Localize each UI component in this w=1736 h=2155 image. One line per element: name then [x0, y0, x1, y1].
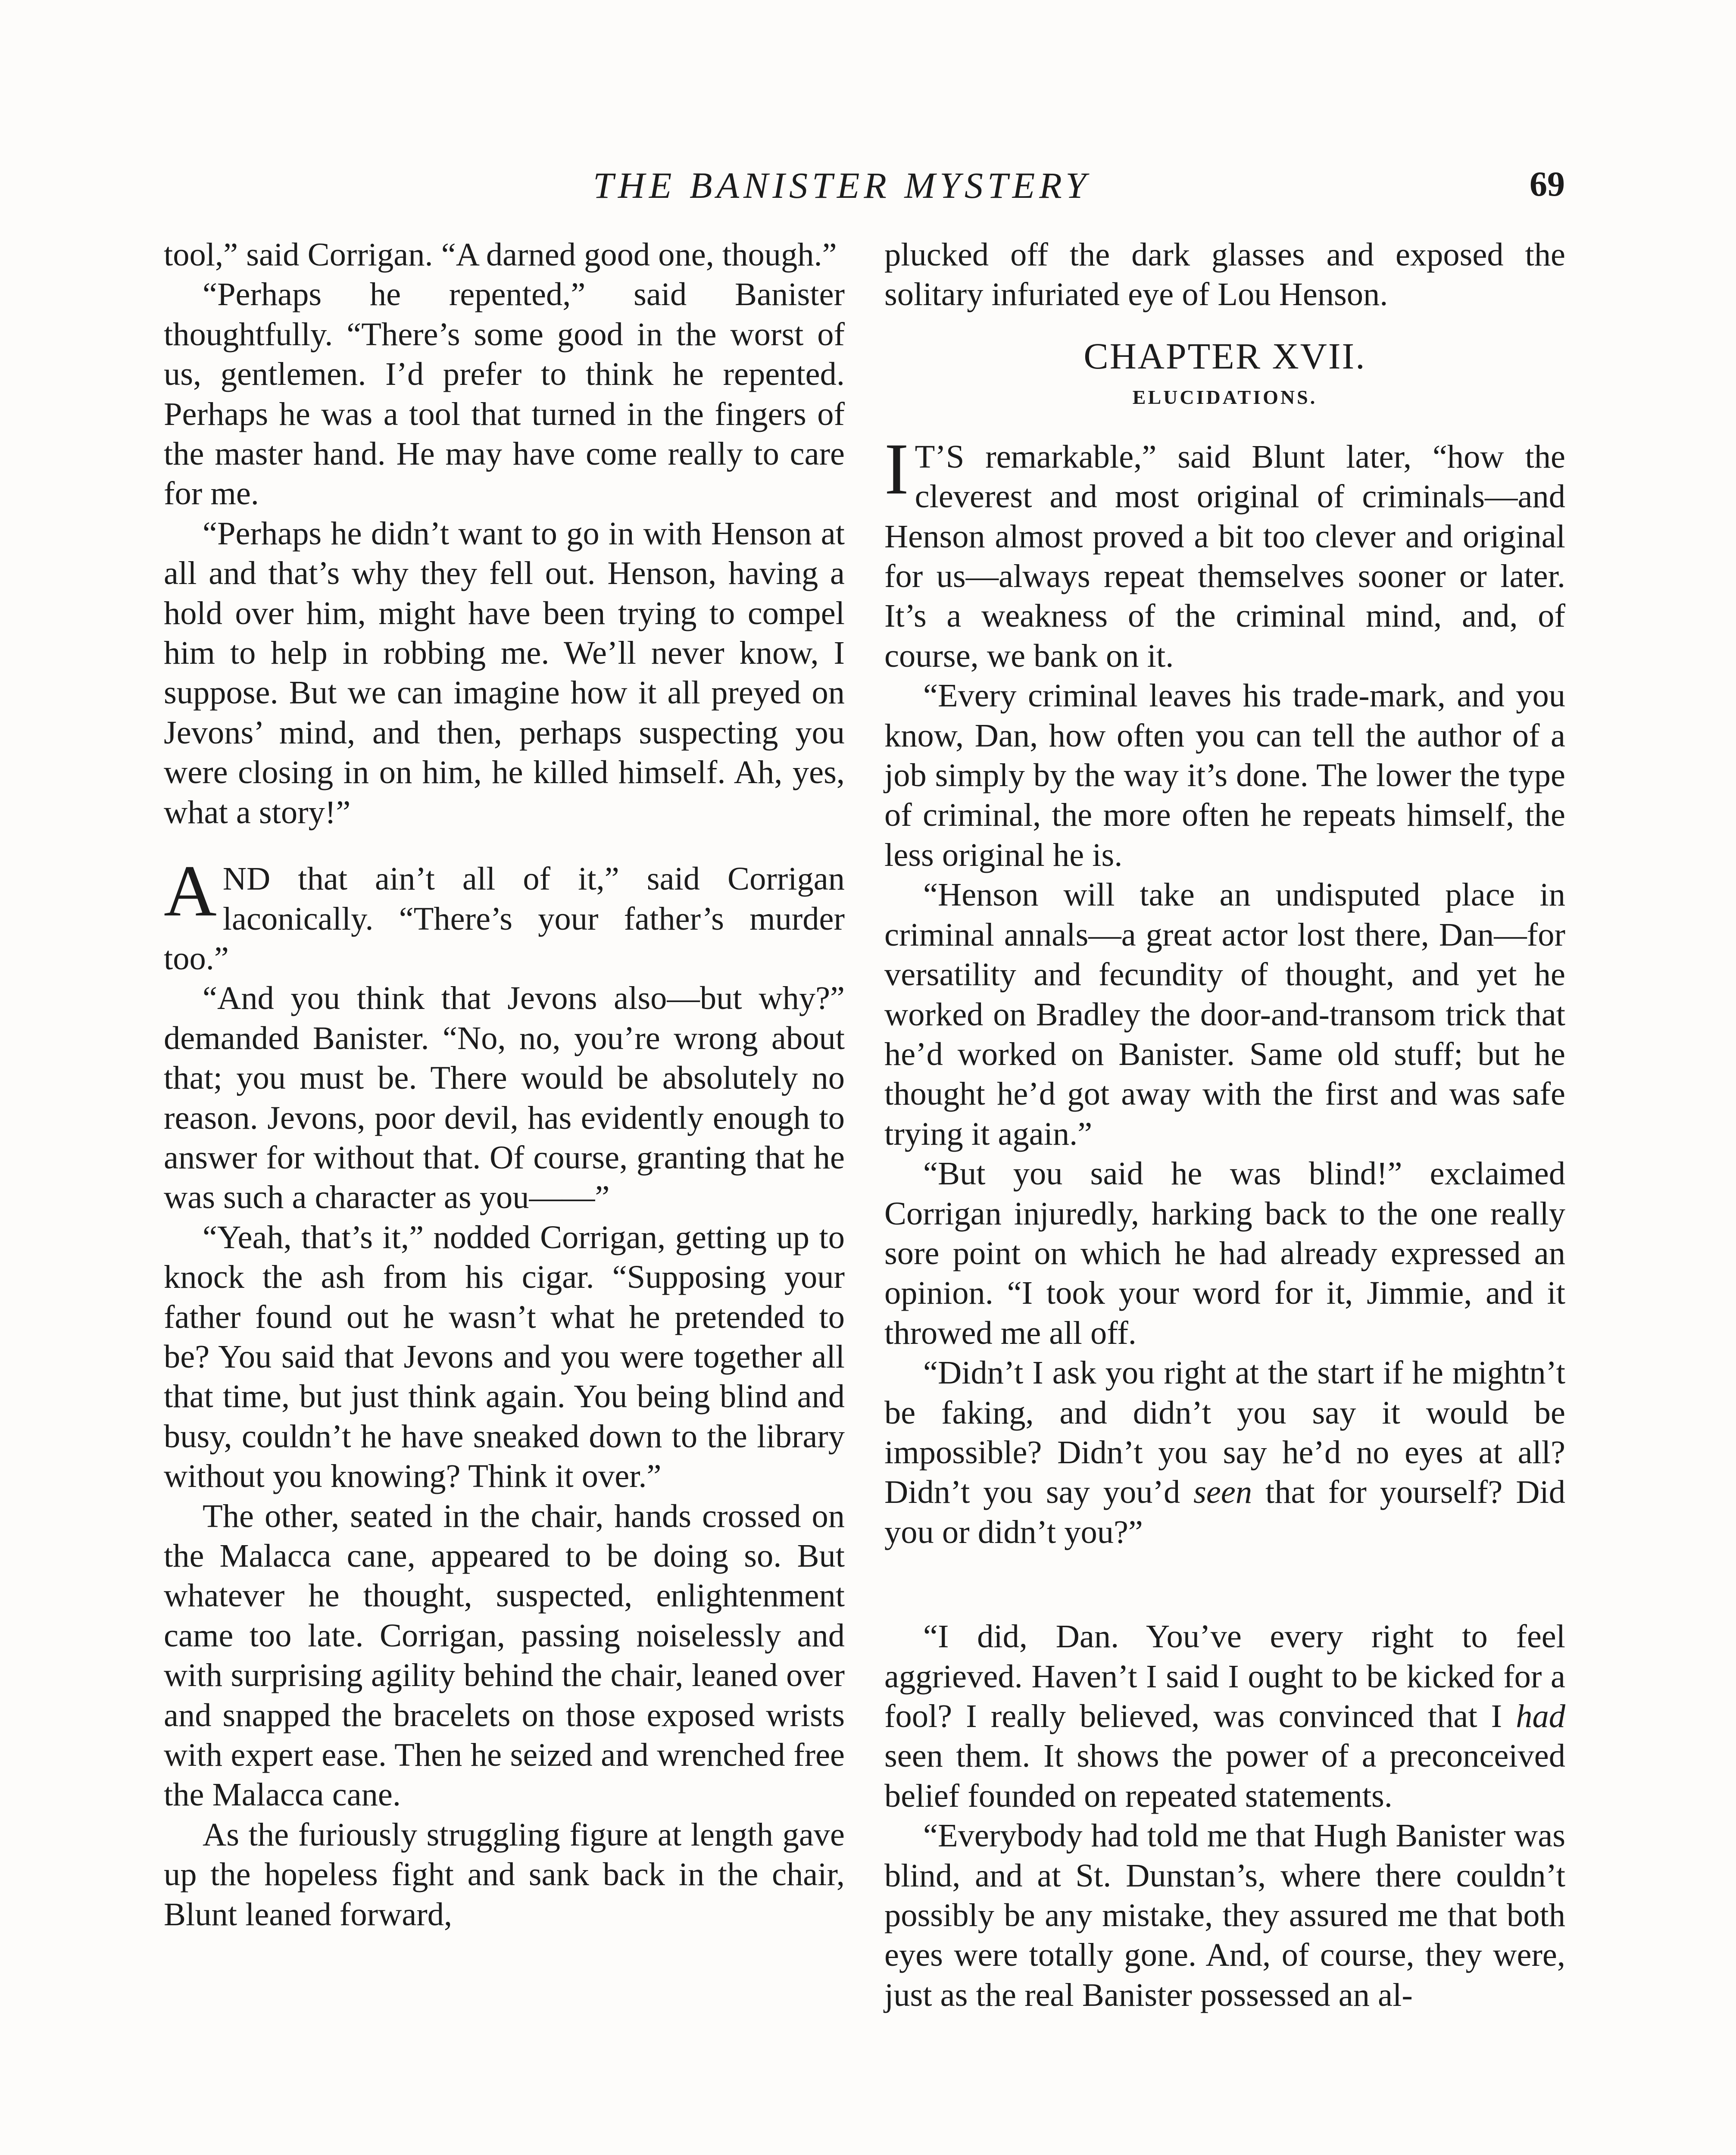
paragraph: The other, seated in the chair, hands crossed on the Malacca cane, appeared to be doing so. But whatever he thought, suspected, enlightenment came too late. Corrigan, passing noiselessly and with surprising agility behind the chair, leaned over and snapped the bracelets on those exposed wrists with expert ease. Then he seized and wrenched free the Malacca cane. [164, 1497, 845, 1813]
paragraph: plucked off the dark glasses and exposed the solitary infuriated eye of Lou Henson. [884, 236, 1565, 313]
paragraph: “And you think that Jevons also—but why?” demanded Banister. “No, no, you’re wrong about that; you must be. There would be absolutely no reason. Jevons, poor devil, has evidently enough to answer for without that. Of course, granting that he was such a character as you——” [164, 980, 845, 1216]
text-run: that for yourself? Did you or didn’t you?” [884, 1474, 1565, 1550]
dropcap-paragraph-text: ND that ain’t all of it,” said Corrigan laconically. “There’s your father’s murder too.” [164, 860, 845, 977]
section-break [884, 1552, 1565, 1617]
text-run: “Didn’t I ask you right at the start if he mightn’t be faking, and didn’t you say it would be impossible? Didn’t you say he’d no eyes at all? Didn’t you say you’d [884, 1354, 1565, 1511]
page-number: 69 [1530, 164, 1565, 203]
paragraph: “Yeah, that’s it,” nodded Corrigan, getting up to knock the ash from his cigar. “Supposing your father found out he wasn’t what he pretended to be? You said that Jevons and you were together all that time, but just think again. You being blind and busy, couldn’t he have sneaked down to the library without you knowing? Think it over.” [164, 1218, 845, 1495]
drop-cap: I [884, 428, 909, 509]
paragraph [884, 1617, 1565, 1816]
paragraph: “Perhaps he repented,” said Banister thoughtfully. “There’s some good in the worst of us, gentlemen. I’d prefer to think he repented. Perhaps he was a tool that turned in the fingers of the master hand. He may have come really to care for me. [164, 276, 845, 512]
dropcap-paragraph-text: T’S remarkable,” said Blunt later, “how the cleverest and most original of criminals—and Henson almost proved a bit too clever and original for us—always repeat themselves sooner or later. It’s a weakness of the criminal mind, and, of course, we bank on it. [884, 438, 1565, 674]
section-break [164, 832, 845, 859]
text-run: “I did, Dan. You’ve every right to feel aggrieved. Haven’t I said I ought to be kicked for a fool? I really believed, was convinced that I [884, 1618, 1565, 1734]
left-column [164, 235, 845, 1934]
right-column [884, 235, 1565, 2015]
running-header [162, 164, 1565, 220]
chapter-subtitle: ELUCIDATIONS. [1132, 386, 1318, 408]
dropcap-paragraph [884, 428, 1565, 676]
paragraph: “Every criminal leaves his trade-mark, and you know, Dan, how often you can tell the author of a job simply by the way it’s done. The lower the type of criminal, the more often he repeats himself, the less original he is. [884, 677, 1565, 873]
paragraph: “Henson will take an undisputed place in criminal annals—a great actor lost there, Dan—for versatility and fecundity of thought, and yet he worked on Bradley the door-and-transom trick that he’d worked on Banister. Same old stuff; but he thought he’d got away with the first and was safe trying it again.” [884, 876, 1565, 1152]
paragraph: “Perhaps he didn’t want to go in with Henson at all and that’s why they fell out. Henson, having a hold over him, might have been trying to compel him to help in robbing me. We’ll never know, I suppose. But we can imagine how it all preyed on Jevons’ mind, and then, perhaps suspecting you were closing in on him, he killed himself. Ah, yes, what a story!” [164, 515, 845, 831]
paragraph: tool,” said Corrigan. “A darned good one, though.” [164, 236, 837, 273]
paragraph: “Everybody had told me that Hugh Banister was blind, and at St. Dunstan’s, where there couldn’t possibly be any mistake, they assured me that both eyes were totally gone. And, of course, they were, just as the real Banister possessed an al- [884, 1817, 1565, 2013]
paragraph [884, 1353, 1565, 1552]
italic-text: had [1516, 1698, 1565, 1734]
paragraph: As the furiously struggling figure at length gave up the hopeless fight and sank back in the chair, Blunt leaned forward, [164, 1816, 845, 1933]
chapter-heading: CHAPTER XVII. [1083, 335, 1366, 377]
text-run: seen them. It shows the power of a preconceived belief founded on repeated statements. [884, 1737, 1565, 1814]
paragraph: “But you said he was blind!” exclaimed Corrigan injuredly, harking back to the one really sore point on which he had already expressed an opinion. “I took your word for it, Jimmie, and it throwed me all off. [884, 1155, 1565, 1351]
drop-cap: A [164, 850, 217, 932]
running-title: THE BANISTER MYSTERY [593, 165, 1091, 206]
dropcap-paragraph [164, 850, 845, 978]
italic-text: seen [1193, 1474, 1252, 1511]
